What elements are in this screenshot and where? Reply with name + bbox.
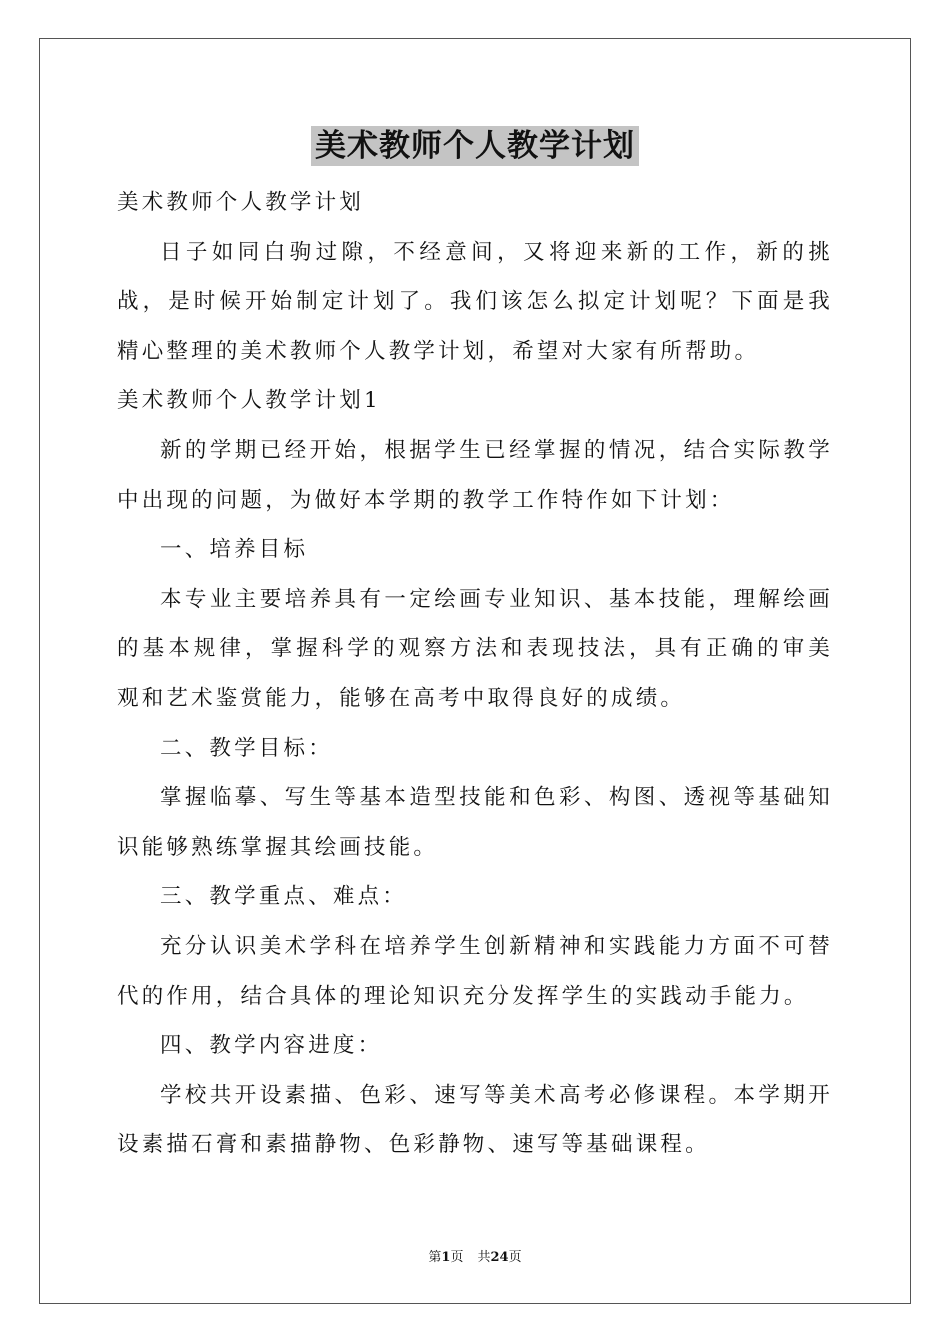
page-number: 1 xyxy=(441,1250,451,1265)
page-footer xyxy=(0,1246,950,1265)
section-heading: 一、培养目标 xyxy=(160,537,309,563)
paragraph: 美术教师个人教学计划 xyxy=(117,190,365,215)
section-heading: 四、教学内容进度： xyxy=(160,1033,383,1059)
title-container xyxy=(0,126,950,166)
paragraph: 日子如同白驹过隙，不经意间，又将迎来新的工作，新的挑战，是时候开始制定计划了。我们该怎么拟定计划呢？下面是我精心整理的美术教师个人教学计划，希望对大家有所帮助。 xyxy=(117,239,833,364)
total-suffix: 页 xyxy=(508,1250,522,1265)
paragraph: 充分认识美术学科在培养学生创新精神和实践能力方面不可替代的作用，结合具体的理论知识充分发挥学生的实践动手能力。 xyxy=(117,933,833,1009)
document-title: 美术教师个人教学计划 xyxy=(311,126,639,166)
document-body xyxy=(117,178,833,1170)
paragraph: 新的学期已经开始，根据学生已经掌握的情况，结合实际教学中出现的问题，为做好本学期的教学工作特作如下计划： xyxy=(117,437,833,513)
section-heading: 三、教学重点、难点： xyxy=(160,884,408,910)
total-prefix: 共 xyxy=(477,1250,491,1265)
page-suffix: 页 xyxy=(450,1250,464,1265)
paragraph: 本专业主要培养具有一定绘画专业知识、基本技能，理解绘画的基本规律，掌握科学的观察方法和表现技法，具有正确的审美观和艺术鉴赏能力，能够在高考中取得良好的成绩。 xyxy=(117,586,833,711)
paragraph: 学校共开设素描、色彩、速写等美术高考必修课程。本学期开设素描石膏和素描静物、色彩静物、速写等基础课程。 xyxy=(117,1082,833,1158)
paragraph: 掌握临摹、写生等基本造型技能和色彩、构图、透视等基础知识能够熟练掌握其绘画技能。 xyxy=(117,785,833,860)
page-prefix: 第 xyxy=(428,1250,442,1265)
section-heading: 美术教师个人教学计划1 xyxy=(117,388,381,414)
section-heading: 二、教学目标： xyxy=(160,735,333,761)
total-pages: 24 xyxy=(490,1250,509,1265)
